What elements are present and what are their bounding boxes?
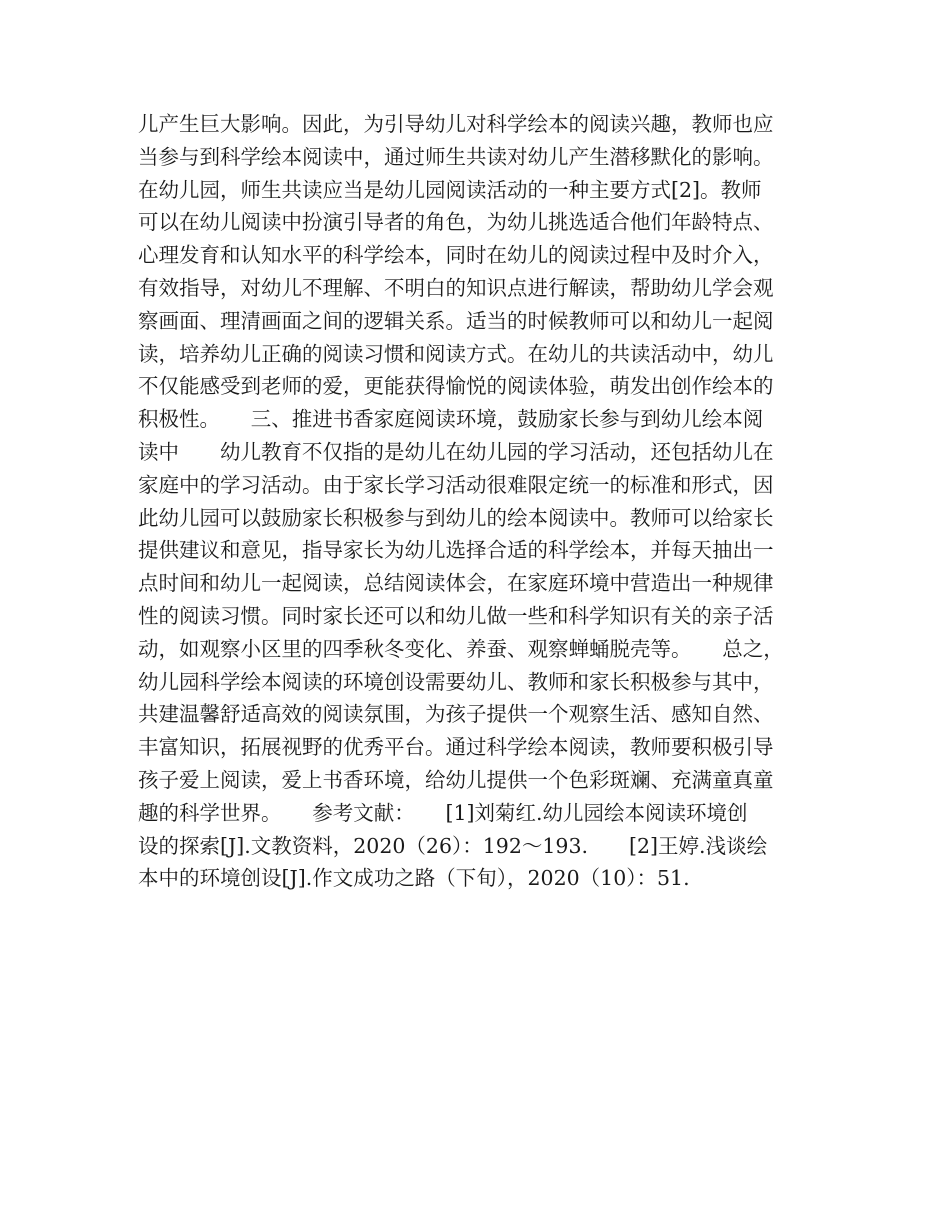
text-line: 丰富知识，拓展视野的优秀平台。通过科学绘本阅读，教师要积极引导 — [138, 735, 774, 760]
text-line: 趣的科学世界。 参考文献： [1]刘菊红.幼儿园绘本阅读环境创 — [138, 800, 748, 825]
text-line: 动，如观察小区里的四季秋冬变化、养蚕、观察蝉蛹脱壳等。 总之， — [138, 636, 784, 661]
text-line: 有效指导，对幼儿不理解、不明白的知识点进行解读，帮助幼儿学会观 — [138, 275, 774, 300]
text-line: 共建温馨舒适高效的阅读氛围，为孩子提供一个观察生活、感知自然、 — [138, 702, 774, 727]
text-line: 在幼儿园，师生共读应当是幼儿园阅读活动的一种主要方式[2]。教师 — [138, 177, 762, 202]
text-line: 性的阅读习惯。同时家长还可以和幼儿做一些和科学知识有关的亲子活 — [138, 603, 774, 628]
text-line: 此幼儿园可以鼓励家长积极参与到幼儿的绘本阅读中。教师可以给家长 — [138, 505, 774, 530]
text-line: 不仅能感受到老师的爱，更能获得愉悦的阅读体验，萌发出创作绘本的 — [138, 374, 774, 399]
text-line: 读，培养幼儿正确的阅读习惯和阅读方式。在幼儿的共读活动中，幼儿 — [138, 341, 774, 366]
text-line: 家庭中的学习活动。由于家长学习活动很难限定统一的标准和形式，因 — [138, 472, 774, 497]
text-line: 点时间和幼儿一起阅读，总结阅读体会，在家庭环境中营造出一种规律 — [138, 571, 774, 596]
text-line: 积极性。 三、推进书香家庭阅读环境，鼓励家长参与到幼儿绘本阅 — [138, 407, 764, 432]
reference-line: 设的探索[J].文教资料，2020（26）：192～193. [2]王婷.浅谈绘 — [138, 833, 768, 858]
text-line: 读中 幼儿教育不仅指的是幼儿在幼儿园的学习活动，还包括幼儿在 — [138, 439, 774, 464]
text-line: 当参与到科学绘本阅读中，通过师生共读对幼儿产生潜移默化的影响。 — [138, 144, 774, 169]
text-line: 儿产生巨大影响。因此，为引导幼儿对科学绘本的阅读兴趣，教师也应 — [138, 112, 774, 136]
text-line: 孩子爱上阅读，爱上书香环境，给幼儿提供一个色彩斑斓、充满童真童 — [138, 767, 774, 792]
text-line: 提供建议和意见，指导家长为幼儿选择合适的科学绘本，并每天抽出一 — [138, 538, 774, 563]
text-line: 察画面、理清画面之间的逻辑关系。适当的时候教师可以和幼儿一起阅 — [138, 308, 774, 333]
text-line: 心理发育和认知水平的科学绘本，同时在幼儿的阅读过程中及时介入， — [138, 243, 774, 268]
text-line: 可以在幼儿阅读中扮演引导者的角色，为幼儿挑选适合他们年龄特点、 — [138, 210, 774, 235]
text-line: 幼儿园科学绘本阅读的环境创设需要幼儿、教师和家长积极参与其中， — [138, 669, 774, 694]
reference-line: 本中的环境创设[J].作文成功之路（下旬），2020（10）：51. — [138, 866, 690, 891]
body-text — [138, 108, 828, 895]
